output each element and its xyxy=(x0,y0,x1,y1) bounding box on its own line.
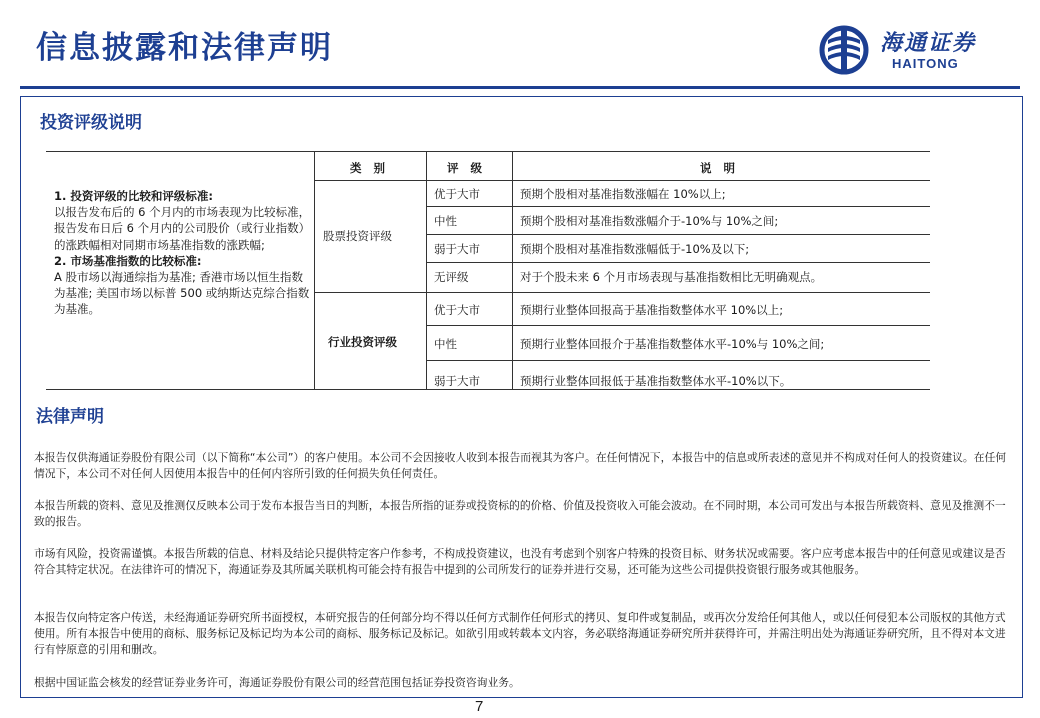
table-row-line xyxy=(426,360,930,361)
rating-section-title: 投资评级说明 xyxy=(40,113,142,133)
table-col-line xyxy=(512,151,513,389)
logo-english-name: HAITONG xyxy=(892,56,959,71)
stock-rating-3: 弱于大市 xyxy=(434,242,480,256)
header-description: 说 明 xyxy=(700,161,740,175)
stock-rating-4: 无评级 xyxy=(434,270,469,284)
page-title: 信息披露和法律声明 xyxy=(36,30,333,66)
header-category: 类 别 xyxy=(350,161,390,175)
table-bottom-border xyxy=(46,389,930,390)
haitong-logo-icon xyxy=(818,24,874,76)
header-rating: 评 级 xyxy=(447,161,487,175)
stock-desc-1: 预期个股相对基准指数涨幅在 10%以上; xyxy=(520,187,726,201)
legal-paragraph-2: 本报告所载的资料、意见及推测仅反映本公司于发布本报告当日的判断，本报告所指的证券或投资标的的价格、价值及投资收入可能会波动。在不同时期，本公司可发出与本报告所载资料、意见及推测不一致的报告。 xyxy=(34,499,1006,528)
legal-paragraph-5: 根据中国证监会核发的经营证券业务许可，海通证券股份有限公司的经营范围包括证券投资咨询业务。 xyxy=(34,676,520,689)
stock-category: 股票投资评级 xyxy=(323,229,392,243)
industry-category: 行业投资评级 xyxy=(328,335,397,349)
industry-desc-1: 预期行业整体回报高于基准指数整体水平 10%以上; xyxy=(520,303,784,317)
industry-rating-1: 优于大市 xyxy=(434,303,480,317)
table-header-border xyxy=(314,180,930,181)
legal-paragraph-3: 市场有风险，投资需谨慎。本报告所载的信息、材料及结论只提供特定客户作参考，不构成投资建议，也没有考虑到个别客户特殊的投资目标、财务状况或需要。客户应考虑本报告中的任何意见或建议是否符合其特定状况。在法律许可的情况下，海通证券及其所属关联机构可能会持有报告中提到的公司所发行的证券并进行交易，还可能为这些公司提供投资银行服务或其他服务。 xyxy=(34,547,1006,576)
logo-chinese-name: 海通证券 xyxy=(880,31,977,56)
table-row-line xyxy=(426,206,930,207)
industry-rating-3: 弱于大市 xyxy=(434,374,480,388)
legal-paragraph-4: 本报告仅向特定客户传送，未经海通证券研究所书面授权，本研究报告的任何部分均不得以任何方式制作任何形式的拷贝、复印件或复制品，或再次分发给任何其他人，或以任何侵犯本公司版权的其他方式使用。所有本报告中使用的商标、服务标记及标记均为本公司的商标、服务标记及标记。如欲引用或转载本文内容，务必联络海通证券研究所并获得许可，并需注明出处为海通证券研究所，且不得对本文进行有悖原意的引用和删改。 xyxy=(34,611,1006,656)
criteria-heading-2: 2. 市场基准指数的比较标准: xyxy=(54,253,202,268)
table-col-line xyxy=(314,151,315,389)
industry-desc-2: 预期行业整体回报介于基准指数整体水平-10%与 10%之间; xyxy=(520,337,825,351)
stock-rating-1: 优于大市 xyxy=(434,187,480,201)
legal-paragraph-1: 本报告仅供海通证券股份有限公司（以下简称“本公司”）的客户使用。本公司不会因接收人收到本报告而视其为客户。在任何情况下，本报告中的信息或所表述的意见并不构成对任何人的投资建议。在任何情况下，本公司不对任何人因使用本报告中的任何内容所引致的任何损失负任何责任。 xyxy=(34,451,1007,480)
table-row-line xyxy=(426,325,930,326)
rating-criteria-text xyxy=(54,188,312,318)
table-top-border xyxy=(46,151,930,152)
criteria-text-1: 以报告发布后的 6 个月内的市场表现为比较标准，报告发布日后 6 个月内的公司股价（或行业指数）的涨跌幅相对同期市场基准指数的涨跌幅; xyxy=(54,205,311,252)
industry-rating-2: 中性 xyxy=(434,337,457,351)
criteria-text-2: A 股市场以海通综指为基准; 香港市场以恒生指数为基准; 美国市场以标普 500 或纳斯达克综合指数为基准。 xyxy=(54,270,310,317)
industry-desc-3: 预期行业整体回报低于基准指数整体水平-10%以下。 xyxy=(520,374,792,388)
header-divider xyxy=(20,86,1020,89)
table-row-line xyxy=(426,234,930,235)
table-row-line xyxy=(426,262,930,263)
page-number: 7 xyxy=(475,698,484,715)
stock-desc-2: 预期个股相对基准指数涨幅介于-10%与 10%之间; xyxy=(520,214,779,228)
criteria-heading-1: 1. 投资评级的比较和评级标准: xyxy=(54,189,213,203)
legal-section-title: 法律声明 xyxy=(36,407,104,427)
stock-rating-2: 中性 xyxy=(434,214,457,228)
company-logo xyxy=(818,24,1008,76)
stock-desc-4: 对于个股未来 6 个月市场表现与基准指数相比无明确观点。 xyxy=(520,270,823,284)
table-group-line xyxy=(314,292,930,293)
stock-desc-3: 预期个股相对基准指数涨幅低于-10%及以下; xyxy=(520,242,750,256)
table-col-line xyxy=(426,151,427,389)
